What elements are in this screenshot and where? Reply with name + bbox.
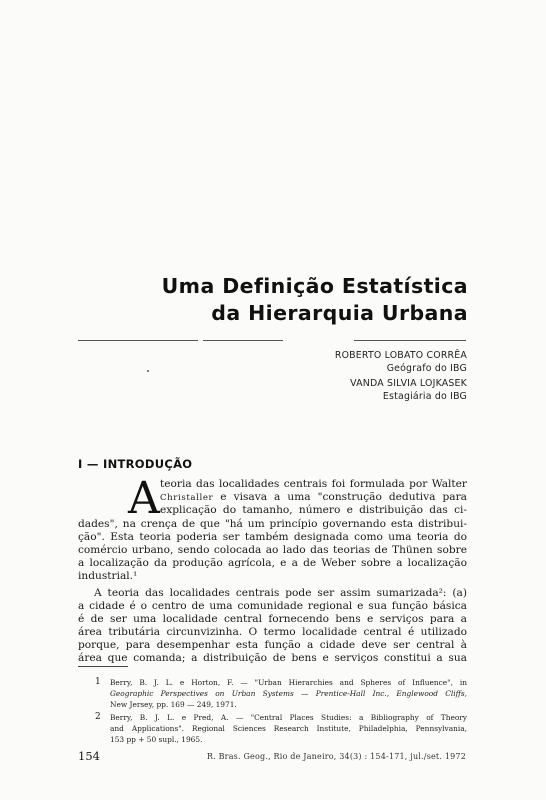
drop-cap: A bbox=[128, 473, 160, 524]
paragraph-2-line-5: porque, para desempenhar esta função a cidade deve ser central à bbox=[78, 639, 467, 651]
paragraph-2-line-2: a cidade é o centro de uma comunidade regional e sua função básica bbox=[78, 600, 467, 612]
footnote-1-line-1: Berry, B. J. L. e Horton, F. — "Urban Hierarchies and Spheres of Influence", in bbox=[110, 678, 467, 687]
paragraph-1-line-7: a localização da produção agrícola, e a de Weber sobre a localização bbox=[78, 557, 467, 569]
paragraph-1-line-5: ção". Esta teoria poderia ser também designada como uma teoria do bbox=[78, 531, 467, 543]
paragraph-2-line-3: é de ser uma localidade central fornecendo bens e serviços para a bbox=[78, 613, 467, 625]
author-2-name: VANDA SILVIA LOJKASEK bbox=[350, 378, 467, 389]
paragraph-1-line-4: dades", na crença de que "há um princípio governando esta distribui- bbox=[78, 518, 467, 530]
footnote-rule bbox=[78, 666, 128, 667]
paragraph-1-line-6: comércio urbano, sendo colocada ao lado das teorias de Thünen sobre bbox=[78, 544, 467, 556]
title-rule-left bbox=[78, 340, 198, 341]
paragraph-1-line-8: industrial.¹ bbox=[78, 570, 138, 582]
footnote-2-number: 2 bbox=[95, 712, 101, 722]
print-speck bbox=[147, 370, 149, 372]
paragraph-1-line-1: teoria das localidades centrais foi formulada por Walter bbox=[160, 478, 467, 490]
title-rule-middle bbox=[203, 340, 283, 341]
footnote-2-line-1: Berry, B. J. L. e Pred, A. — "Central Places Studies: a Bibliography of Theory bbox=[110, 713, 467, 722]
footnote-1-line-2: Geographic Perspectives on Urban Systems — Prentice-Hall Inc., Englewood Cliffs, bbox=[110, 689, 467, 698]
footnote-2-line-2: and Applications". Regional Sciences Research Institute, Philadelphia, Pennsylvania, bbox=[110, 724, 467, 733]
title-rule-right bbox=[354, 340, 466, 341]
footnote-2-line-3: 153 pp + 50 supl., 1965. bbox=[110, 735, 203, 744]
author-name-smallcaps: Christaller bbox=[160, 493, 214, 503]
paragraph-2-line-6: área que comanda; a distribuição de bens e serviços constitui a sua bbox=[78, 652, 467, 664]
author-1-role: Geógrafo do IBG bbox=[386, 363, 467, 374]
section-heading: I — INTRODUÇÃO bbox=[78, 457, 193, 471]
author-2-role: Estagiária do IBG bbox=[382, 391, 467, 402]
paragraph-2-line-4: área tributária circunvizinha. O termo localidade central é utilizado bbox=[78, 626, 467, 638]
paragraph-2-line-1: A teoria das localidades centrais pode ser assim sumarizada²: (a) bbox=[94, 587, 467, 599]
page-number: 154 bbox=[78, 749, 100, 763]
article-title-line-2: da Hierarquia Urbana bbox=[211, 301, 468, 325]
footnote-1-line-3: New Jersey, pp. 169 — 249, 1971. bbox=[110, 700, 237, 709]
article-title-line-1: Uma Definição Estatística bbox=[161, 274, 468, 298]
paragraph-1-line-2 bbox=[160, 491, 467, 504]
author-1-name: ROBERTO LOBATO CORRÊA bbox=[334, 350, 467, 361]
footnote-1-number: 1 bbox=[95, 677, 101, 687]
journal-reference: R. Bras. Geog., Rio de Janeiro, 34(3) : 154-171, jul./set. 1972 bbox=[206, 752, 466, 761]
paragraph-1-line-2-rest: e visava a uma "construção dedutiva para bbox=[213, 491, 467, 503]
paragraph-1-line-3: explicação do tamanho, número e distribuição das ci- bbox=[160, 504, 467, 516]
